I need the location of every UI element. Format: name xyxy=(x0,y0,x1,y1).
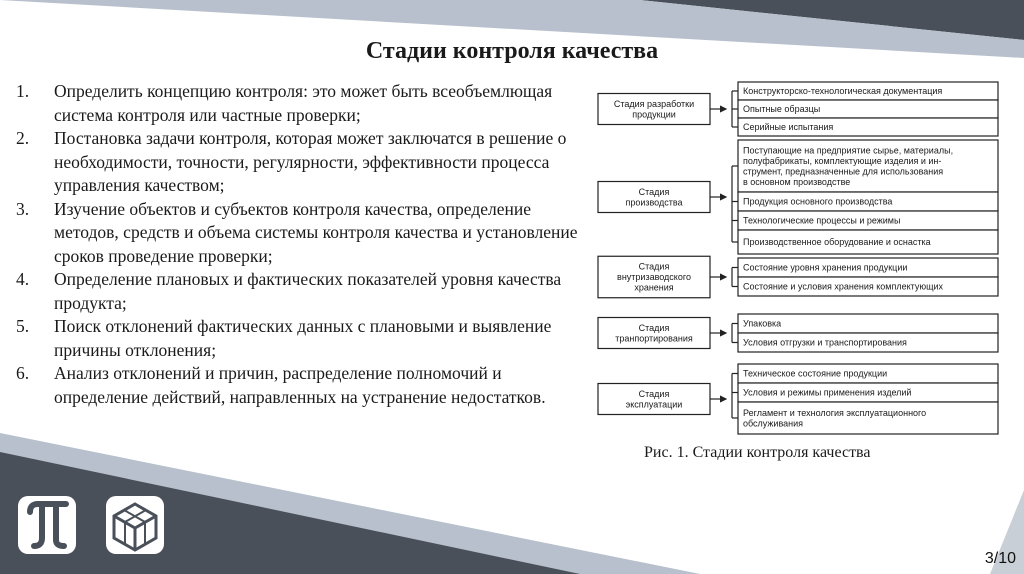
stage-label: внутризаводского xyxy=(617,272,691,282)
stage-label: производства xyxy=(625,197,683,208)
detail-label: Поступающие на предприятие сырье, материалы, xyxy=(743,145,954,156)
list-item-number: 6. xyxy=(16,363,30,383)
list-item xyxy=(16,268,586,315)
page-number: 3/10 xyxy=(984,550,1016,567)
logo-cube-icon xyxy=(106,496,164,554)
detail-label: полуфабрикаты, комплектующие изделия и ин- xyxy=(743,155,942,166)
list-item xyxy=(16,198,586,269)
detail-label: Условия отгрузки и транспортирования xyxy=(743,337,907,348)
detail-label: Состояние уровня хранения продукции xyxy=(743,262,908,273)
stage-label: Стадия xyxy=(638,261,670,272)
list-item-number: 1. xyxy=(16,81,30,101)
figure-caption: Рис. 1. Стадии контроля качества xyxy=(644,444,871,461)
list-item-text: Анализ отклонений и причин, распределение полномочий и определение действий, направленных на устранение недостатков. xyxy=(54,363,546,407)
list-item-text: Изучение объектов и субъектов контроля качества, определение методов, средств и объема системы контроля качества и установление сроков проведение проверки; xyxy=(54,198,578,266)
stage-label: транпортирования xyxy=(615,333,693,344)
list-item-text: Поиск отклонений фактических данных с плановыми и выявление причины отклонения; xyxy=(54,316,552,360)
list-item-number: 5. xyxy=(16,316,30,336)
detail-label: Производственное оборудование и оснастка xyxy=(743,237,931,247)
list-item-text: Постановка задачи контроля, которая может заключатся в решение о необходимости, точности, регулярности, эффективности процесса управления качеством; xyxy=(54,128,567,195)
stage-label: Стадия xyxy=(638,388,670,399)
list-item xyxy=(16,315,586,362)
stage-label: продукции xyxy=(632,109,676,120)
detail-label: струмент, предназначенные для использования xyxy=(743,166,944,177)
detail-label: Регламент и технология эксплуатационного xyxy=(743,407,927,418)
list-item-text: Определение плановых и фактических показателей уровня качества продукта; xyxy=(54,269,562,313)
detail-label: обслуживания xyxy=(743,418,804,429)
list-item-number: 3. xyxy=(16,198,30,219)
detail-label: Технологические процессы и режимы xyxy=(743,215,901,226)
stage-label: Стадия xyxy=(638,322,670,333)
detail-label: в основном производстве xyxy=(743,176,851,187)
logo-pi-icon xyxy=(18,496,76,554)
stage-label: Стадия разработки xyxy=(613,98,695,109)
list-item-number: 2. xyxy=(16,128,30,148)
stage-label: Стадия xyxy=(638,186,670,197)
slide-title: Стадии контроля качества xyxy=(365,38,659,64)
list-item xyxy=(16,80,586,127)
detail-label: Состояние и условия хранения комплектующих xyxy=(743,281,944,292)
detail-label: Опытные образцы xyxy=(743,104,821,114)
steps-list xyxy=(16,80,586,409)
list-item-number: 4. xyxy=(16,269,30,289)
list-item-text: Определить концепцию контроля: это может быть всеобъемлющая система контроля или частные проверки; xyxy=(54,81,553,125)
stage-label: хранения xyxy=(634,282,674,293)
detail-label: Условия и режимы применения изделий xyxy=(743,387,912,398)
detail-label: Конструкторско-технологическая документация xyxy=(743,86,943,96)
list-item xyxy=(16,362,586,409)
list-item xyxy=(16,127,586,198)
stage-label: эксплуатации xyxy=(625,399,683,410)
detail-label: Техническое состояние продукции xyxy=(743,368,888,379)
detail-label: Упаковка xyxy=(743,318,782,329)
detail-label: Продукция основного производства xyxy=(743,196,893,207)
quality-stages-diagram xyxy=(592,78,1004,438)
detail-label: Серийные испытания xyxy=(743,122,834,132)
